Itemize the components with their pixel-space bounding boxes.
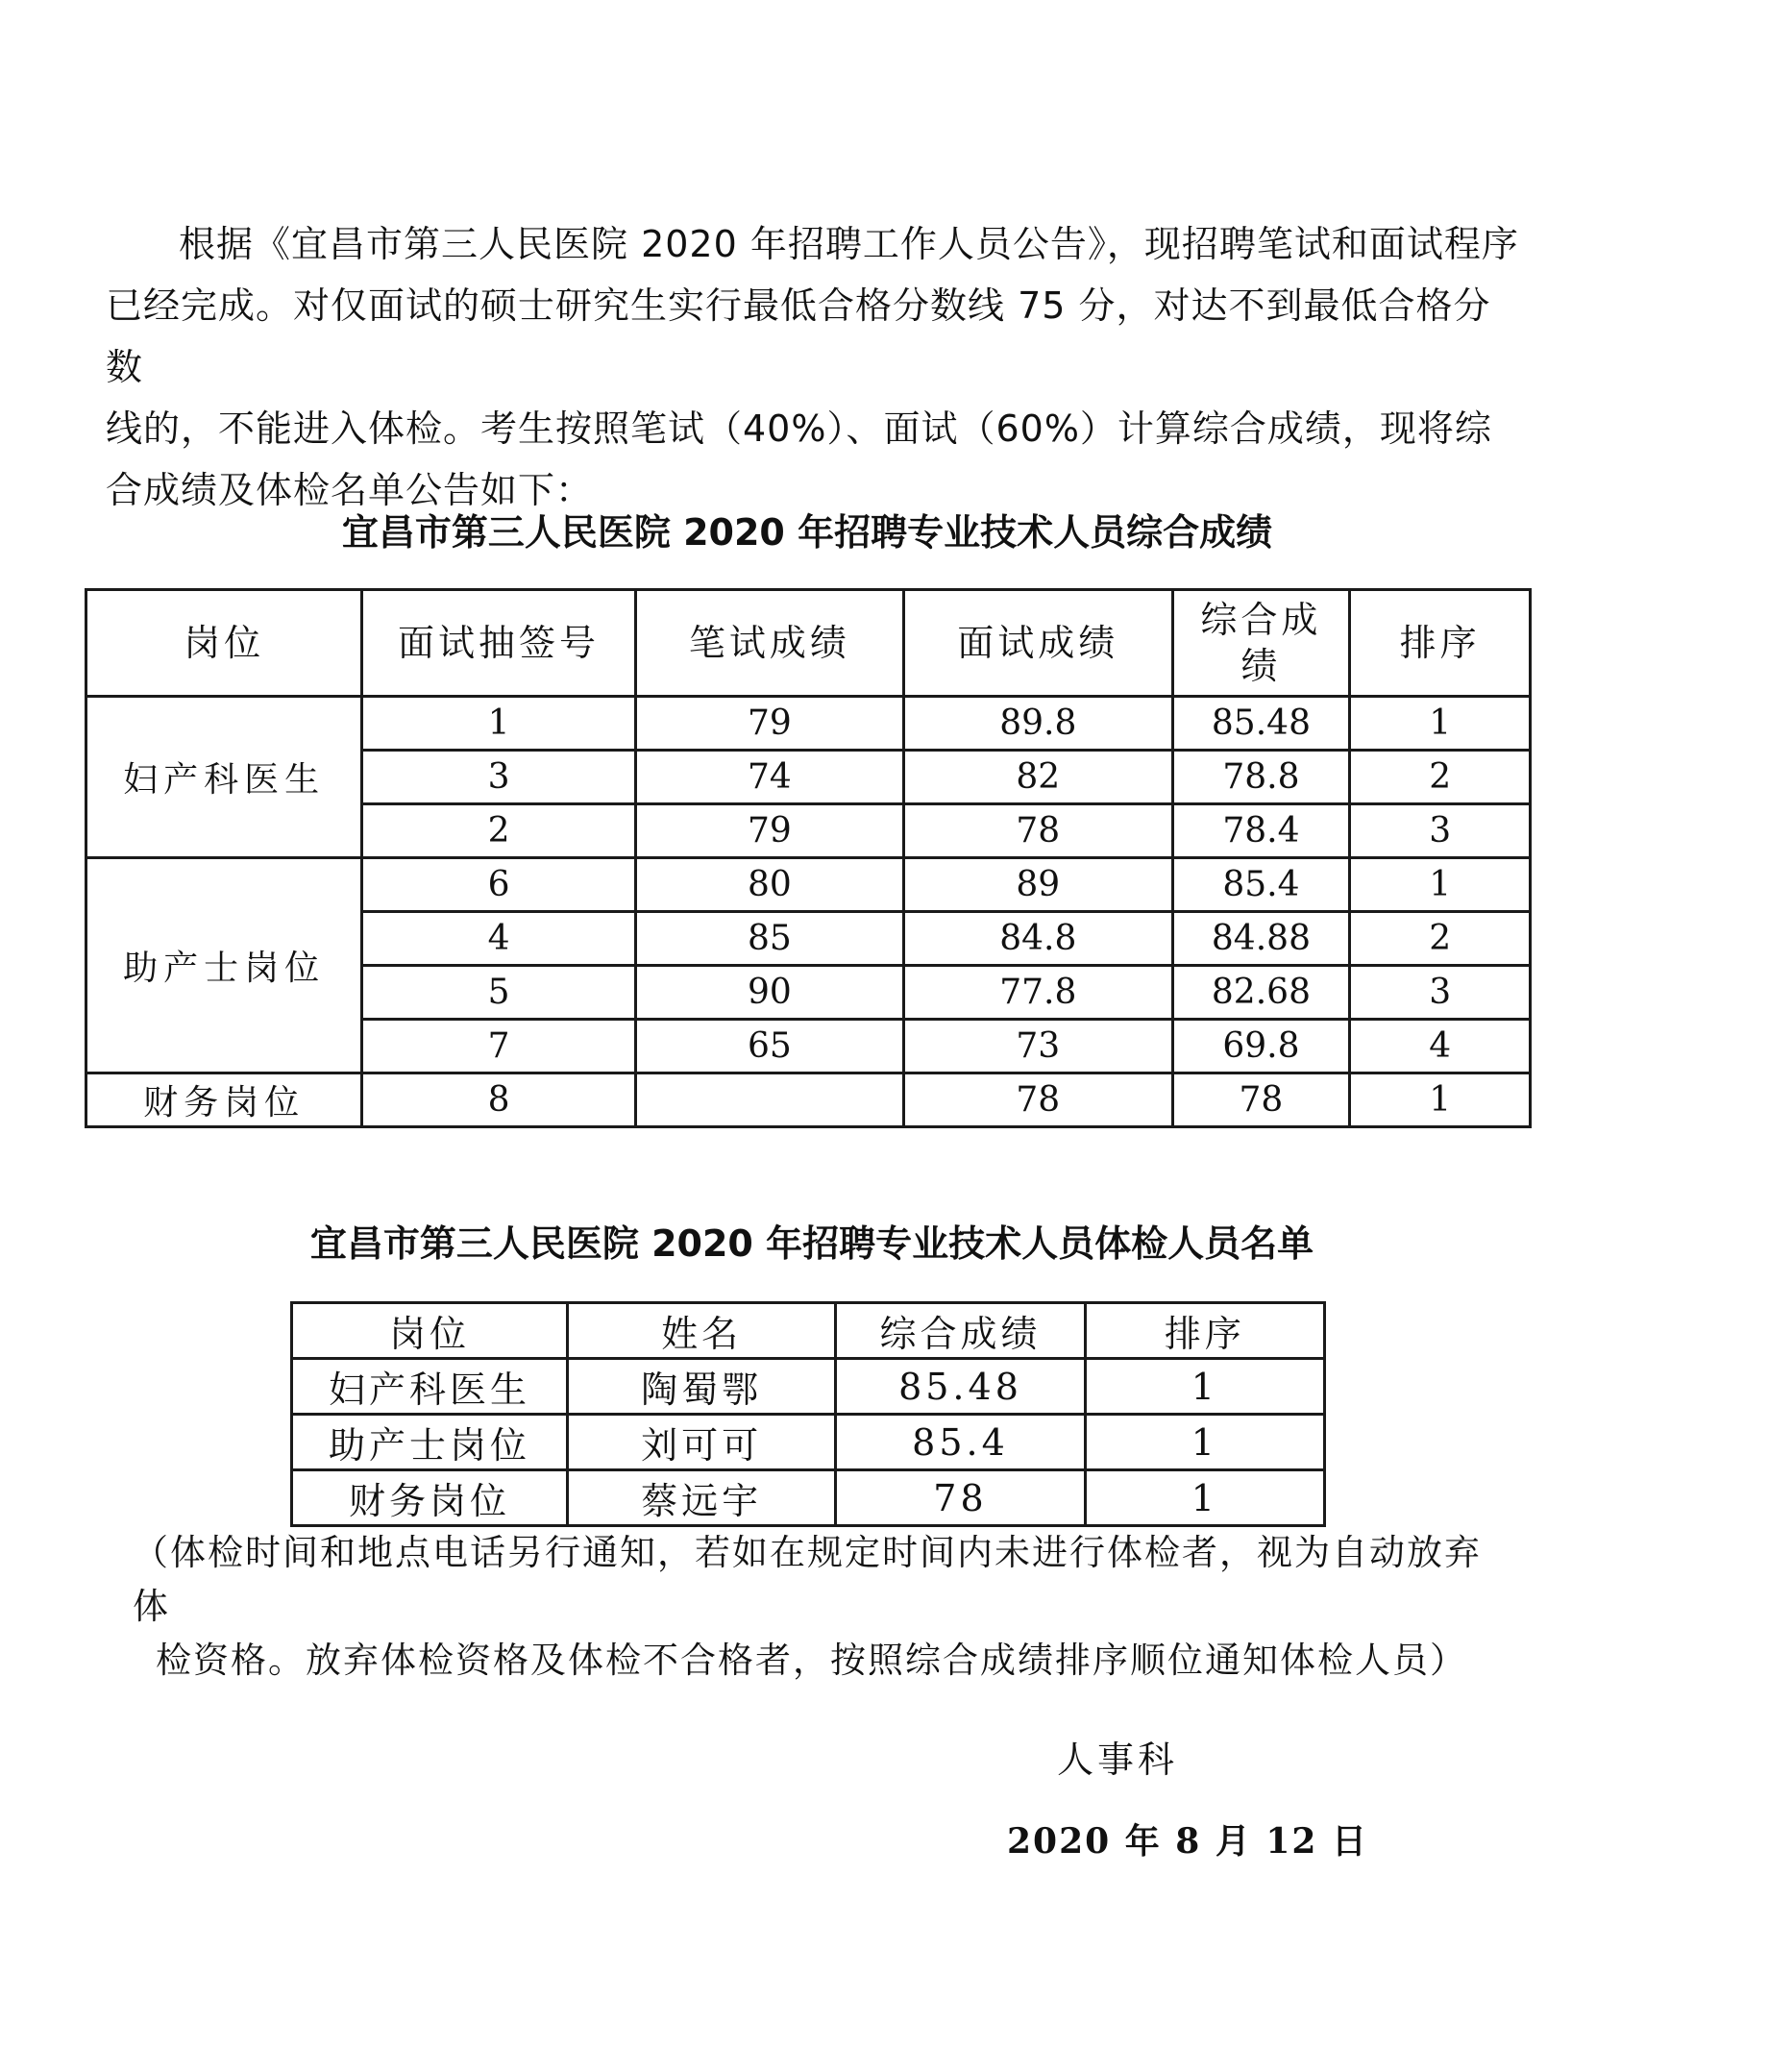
total-cell: 69.8 xyxy=(1172,1020,1350,1073)
draw-cell: 7 xyxy=(362,1020,635,1073)
draw-cell: 5 xyxy=(362,966,635,1020)
note-line-2: 检资格。放弃体检资格及体检不合格者，按照综合成绩排序顺位通知体检人员） xyxy=(156,1640,1467,1681)
interview-cell: 84.8 xyxy=(904,912,1172,966)
intro-paragraph xyxy=(106,213,1528,521)
total-cell: 82.68 xyxy=(1172,966,1350,1020)
written-cell: 85 xyxy=(635,912,903,966)
draw-cell: 8 xyxy=(362,1073,635,1127)
header-position: 岗位 xyxy=(86,590,362,697)
group-position: 助产士岗位 xyxy=(86,858,362,1073)
header-written-score: 笔试成绩 xyxy=(635,590,903,697)
table-row xyxy=(86,697,1531,751)
exam-header-row xyxy=(292,1303,1325,1359)
group-position: 财务岗位 xyxy=(86,1073,362,1127)
rank-cell: 1 xyxy=(1350,1073,1531,1127)
signing-department: 人事科 xyxy=(1057,1739,1179,1781)
total-cell: 78.4 xyxy=(1172,804,1350,858)
rank-cell: 1 xyxy=(1085,1415,1324,1470)
position-cell: 妇产科医生 xyxy=(292,1359,568,1415)
total-cell: 85.4 xyxy=(836,1415,1086,1470)
header-rank: 排序 xyxy=(1085,1303,1324,1359)
scores-table xyxy=(85,588,1532,1128)
header-draw-number: 面试抽签号 xyxy=(362,590,635,697)
written-cell: 79 xyxy=(635,804,903,858)
written-cell xyxy=(635,1073,903,1127)
rank-cell: 3 xyxy=(1350,804,1531,858)
name-cell: 蔡远宇 xyxy=(568,1470,836,1526)
draw-cell: 2 xyxy=(362,804,635,858)
intro-line-1: 根据《宜昌市第三人民医院 2020 年招聘工作人员公告》，现招聘笔试和面试程序 xyxy=(179,223,1519,265)
written-cell: 79 xyxy=(635,697,903,751)
written-cell: 90 xyxy=(635,966,903,1020)
header-total-score: 综合成绩 xyxy=(836,1303,1086,1359)
position-cell: 助产士岗位 xyxy=(292,1415,568,1470)
rank-cell: 2 xyxy=(1350,912,1531,966)
table-row xyxy=(292,1470,1325,1526)
rank-cell: 1 xyxy=(1085,1470,1324,1526)
interview-cell: 77.8 xyxy=(904,966,1172,1020)
intro-line-2: 已经完成。对仅面试的硕士研究生实行最低合格分数线 75 分，对达不到最低合格分数 xyxy=(106,284,1491,388)
interview-cell: 89 xyxy=(904,858,1172,912)
interview-cell: 89.8 xyxy=(904,697,1172,751)
group-position: 妇产科医生 xyxy=(86,697,362,858)
rank-cell: 3 xyxy=(1350,966,1531,1020)
total-cell: 85.4 xyxy=(1172,858,1350,912)
scores-header-row xyxy=(86,590,1531,697)
written-cell: 65 xyxy=(635,1020,903,1073)
table-row xyxy=(86,1073,1531,1127)
interview-cell: 78 xyxy=(904,804,1172,858)
table-row xyxy=(86,858,1531,912)
name-cell: 陶蜀鄂 xyxy=(568,1359,836,1415)
rank-cell: 1 xyxy=(1085,1359,1324,1415)
interview-cell: 73 xyxy=(904,1020,1172,1073)
written-cell: 74 xyxy=(635,751,903,804)
written-cell: 80 xyxy=(635,858,903,912)
exam-list-title: 宜昌市第三人民医院 2020 年招聘专业技术人员体检人员名单 xyxy=(309,1222,1314,1265)
draw-cell: 6 xyxy=(362,858,635,912)
total-cell: 84.88 xyxy=(1172,912,1350,966)
scores-table-title: 宜昌市第三人民医院 2020 年招聘专业技术人员综合成绩 xyxy=(341,511,1273,554)
header-position: 岗位 xyxy=(292,1303,568,1359)
intro-line-4: 合成绩及体检名单公告如下： xyxy=(106,469,594,511)
header-rank: 排序 xyxy=(1350,590,1531,697)
rank-cell: 1 xyxy=(1350,697,1531,751)
signing-date: 2020 年 8 月 12 日 xyxy=(1007,1821,1369,1862)
name-cell: 刘可可 xyxy=(568,1415,836,1470)
interview-cell: 78 xyxy=(904,1073,1172,1127)
exam-note xyxy=(133,1526,1516,1688)
total-cell: 78 xyxy=(1172,1073,1350,1127)
header-total-score: 综合成绩 xyxy=(1172,590,1350,697)
total-cell: 85.48 xyxy=(836,1359,1086,1415)
draw-cell: 3 xyxy=(362,751,635,804)
total-cell: 78 xyxy=(836,1470,1086,1526)
note-line-1: （体检时间和地点电话另行通知，若如在规定时间内未进行体检者，视为自动放弃体 xyxy=(133,1532,1482,1627)
draw-cell: 1 xyxy=(362,697,635,751)
position-cell: 财务岗位 xyxy=(292,1470,568,1526)
exam-list-table xyxy=(290,1301,1326,1527)
table-row xyxy=(292,1359,1325,1415)
rank-cell: 4 xyxy=(1350,1020,1531,1073)
total-cell: 85.48 xyxy=(1172,697,1350,751)
header-interview-score: 面试成绩 xyxy=(904,590,1172,697)
header-name: 姓名 xyxy=(568,1303,836,1359)
rank-cell: 1 xyxy=(1350,858,1531,912)
total-cell: 78.8 xyxy=(1172,751,1350,804)
rank-cell: 2 xyxy=(1350,751,1531,804)
draw-cell: 4 xyxy=(362,912,635,966)
intro-line-3: 线的，不能进入体检。考生按照笔试（40%）、面试（60%）计算综合成绩，现将综 xyxy=(106,407,1492,450)
table-row xyxy=(292,1415,1325,1470)
interview-cell: 82 xyxy=(904,751,1172,804)
